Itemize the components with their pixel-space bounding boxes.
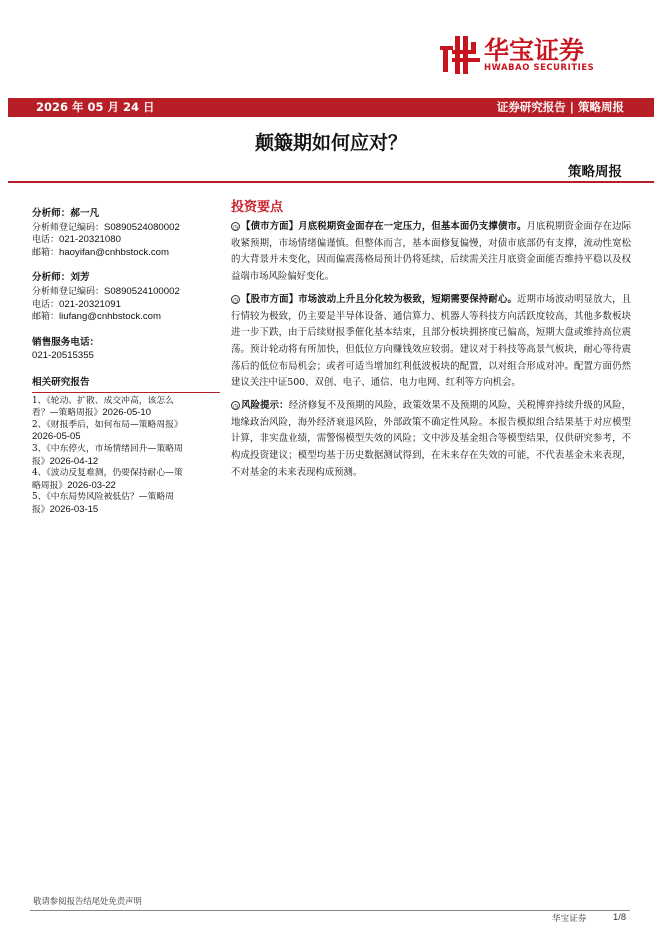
footer-brand: 华宝证券 [552, 914, 587, 924]
email-label: 邮箱： [32, 312, 60, 323]
brand-name-cn: 华宝证券 [484, 36, 585, 65]
key-point-equity [231, 292, 631, 392]
cert-value: S0890524100002 [104, 285, 180, 297]
phone-label: 电话： [32, 299, 60, 310]
list-item[interactable] [32, 468, 220, 492]
footer-divider [30, 910, 630, 911]
analyst-label: 分析师： [32, 272, 71, 284]
report-title: 3、《中东停火，市场情绪回升—策略周 [32, 443, 183, 454]
key-point-risk [231, 398, 631, 482]
phone-label: 电话： [32, 235, 60, 246]
brand-name-en: HWABAO SECURITIES [484, 62, 595, 72]
sales-phone: 021-20515355 [32, 350, 94, 362]
list-item[interactable] [32, 420, 220, 444]
analyst-block [32, 208, 220, 259]
analyst-cert [32, 222, 220, 235]
sales-label: 销售服务电话： [32, 336, 100, 348]
report-date: 2026-04-12 [49, 455, 99, 467]
key-point-bond [231, 219, 631, 286]
analyst-label: 分析师： [32, 208, 71, 219]
analyst-block [32, 272, 220, 323]
analyst-heading [32, 208, 220, 220]
cert-label: 分析师登记编码： [32, 286, 105, 297]
report-type: 证券研究报告 | 策略周报 [496, 100, 624, 114]
report-date: 2026-05-05 [32, 431, 81, 443]
report-title: 1、《轮动、扩散、成交冲高，该怎么 [32, 395, 174, 406]
bullet-icon: ◷ [232, 224, 239, 231]
report-title: 5、《中东局势风险被低估？—策略周 [32, 492, 174, 503]
cert-label: 分析师登记编码： [32, 222, 105, 233]
report-title-cont: 看？—策略周报》 [32, 408, 103, 419]
key-point-title: 【债市方面】月底税期资金面存在一定压力，但基本面仍支撑债市。 [241, 221, 527, 232]
key-point-text: 月底税期资金面存在边际收紧预期，市场情绪偏谨慎。但整体而言，基本面修复偏慢，对债市底部仍有支撑，流动性宽松的大背景并未变化，因而偏震荡格局预计仍将延续，后续需关注月底资金面能否维持平稳以及权益端市场风险偏好变化。 [231, 221, 631, 283]
report-title: 4、《波动反复难测，仍要保持耐心—策 [32, 468, 183, 479]
related-reports-title: 相关研究报告 [32, 377, 220, 393]
analyst-phone [32, 299, 220, 312]
report-date: 2026 年 05 月 24 日 [36, 100, 155, 114]
phone-value: 021-20321091 [59, 298, 121, 310]
report-date: 2026-03-15 [49, 503, 99, 515]
key-point-title: 【股市方面】市场波动上升且分化较为极致，短期需要保持耐心。 [241, 293, 517, 305]
list-item[interactable] [32, 444, 220, 468]
phone-value: 021-20321080 [59, 234, 121, 246]
cert-value: S0890524080002 [104, 221, 180, 233]
related-reports-list [32, 396, 220, 517]
email-link[interactable]: haoyifan@cnhbstock.com [59, 246, 170, 258]
analyst-name: 刘芳 [70, 272, 90, 284]
report-title: 2、《财报季后，如何布局—策略周报》 [32, 419, 183, 430]
report-category: 策略周报 [568, 164, 622, 180]
report-title-cont: 报》 [32, 504, 50, 515]
list-item[interactable] [32, 492, 220, 516]
sidebar [32, 208, 220, 516]
analyst-name: 郝一凡 [70, 208, 100, 219]
page-title: 颠簸期如何应对？ [254, 132, 407, 154]
analyst-heading [32, 272, 220, 284]
key-point-text: 经济修复不及预期的风险，政策效果不及预期的风险，关税博弈持续升级的风险，地缘政治风险，海外经济衰退风险，外部政策不确定性风险。本报告模拟组合结果基于对应模型计算，非实盘业绩，需警惕模型失效的风险；文中涉及基金组合等模型结果，仅供研究参考，不构成投资建议；模型均基于历史数据测试得到，在未来存在失效的可能，不代表基金未来表现，不对基金的未来表现构成预测。 [231, 400, 631, 478]
report-title-cont: 略周报》 [32, 480, 68, 491]
page-number: 1/8 [613, 911, 627, 922]
analyst-cert [32, 286, 220, 299]
bullet-icon: ◷ [232, 296, 239, 304]
email-link[interactable]: liufang@cnhbstock.com [59, 311, 162, 323]
list-item[interactable] [32, 396, 220, 420]
report-date: 2026-03-22 [67, 479, 116, 491]
report-title-cont: 报》 [32, 456, 50, 467]
main-content [231, 196, 631, 488]
email-label: 邮箱： [32, 247, 60, 258]
footer-disclaimer: 敬请参阅报告结尾处免责声明 [33, 896, 142, 906]
section-heading: 投资要点 [231, 200, 284, 215]
analyst-email [32, 311, 220, 324]
key-point-text: 近期市场波动明显放大，且行情较为极致，仍主要是半导体设备、通信算力、机器人等科技方向活跃度较高，其他多数板块进一步下跌，由于后续财报季催化基本结束，且部分板块拥挤度已偏高，短期大盘或维持高位震荡。预计轮动将有所加快，但低位方向赚钱效应较弱。建议对于科技等高景气板块，耐心等待震荡后的低位布局机会；或者可适当增加红利低波板块的配置，以对组合形成对冲。配置方面仍然建议关注中证500、双创、电子、通信、电力电网、红利等方向机会。 [231, 293, 631, 389]
analyst-email [32, 247, 220, 260]
report-date: 2026-05-10 [102, 407, 151, 419]
title-divider [8, 181, 654, 183]
brand-logo-icon [440, 32, 480, 76]
bullet-icon: ◷ [232, 403, 239, 411]
key-point-title: 风险提示： [241, 400, 289, 412]
analyst-phone [32, 234, 220, 247]
